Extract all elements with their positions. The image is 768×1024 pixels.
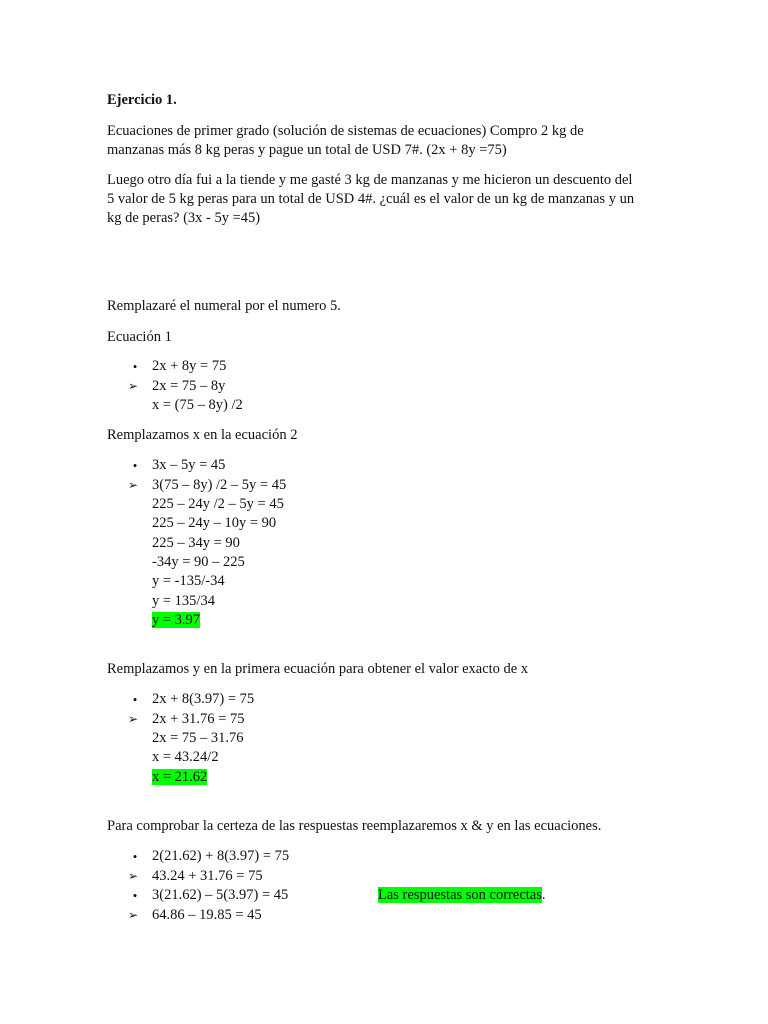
- problem-paragraph-1-line-1: Ecuaciones de primer grado (solución de sistemas de ecuaciones) Compro 2 kg de: [107, 123, 584, 139]
- equation-line: 225 – 34y = 90: [152, 535, 240, 551]
- problem-paragraph-1-line-2: manzanas más 8 kg peras y pague un total de USD 7#. (2x + 8y =75): [107, 142, 507, 158]
- arrow-bullet-icon: ➢: [128, 869, 139, 883]
- y-result-highlight: y = 3.97: [152, 612, 201, 628]
- check-heading: Para comprobar la certeza de las respuestas reemplazaremos x & y en las ecuaciones.: [107, 818, 602, 834]
- x-result-highlight: x = 21.62: [152, 769, 208, 785]
- equation-line: 2x + 8(3.97) = 75: [152, 691, 255, 707]
- x-result: [152, 768, 207, 788]
- equation-line: -34y = 90 – 225: [152, 554, 245, 570]
- check-line: 3(21.62) – 5(3.97) = 45: [152, 887, 289, 903]
- equation-line: x = 43.24/2: [152, 749, 219, 765]
- check-line: 43.24 + 31.76 = 75: [152, 868, 263, 884]
- arrow-bullet-icon: ➢: [128, 478, 139, 492]
- equation-line: 3x – 5y = 45: [152, 457, 226, 473]
- bullet-icon: •: [132, 458, 138, 473]
- equation-line: y = -135/-34: [152, 573, 225, 589]
- problem-paragraph-2-line-1: Luego otro día fui a la tiende y me gasté 3 kg de manzanas y me hicieron un descuento del: [107, 172, 633, 188]
- equation-3-heading: Remplazamos y en la primera ecuación para obtener el valor exacto de x: [107, 661, 529, 677]
- bullet-icon: •: [132, 692, 138, 707]
- equation-line: 2x + 8y = 75: [152, 358, 227, 374]
- equation-line: y = 135/34: [152, 593, 215, 609]
- equation-line: 3(75 – 8y) /2 – 5y = 45: [152, 477, 287, 493]
- bullet-icon: •: [132, 849, 138, 864]
- check-line: 2(21.62) + 8(3.97) = 75: [152, 848, 290, 864]
- equation-line: 2x = 75 – 31.76: [152, 730, 244, 746]
- bullet-icon: •: [132, 359, 138, 374]
- equation-line: x = (75 – 8y) /2: [152, 397, 243, 413]
- conclusion-highlight: Las respuestas son correctas: [378, 887, 542, 903]
- equation-2-heading: Remplazamos x en la ecuación 2: [107, 427, 298, 443]
- equation-line: 225 – 24y /2 – 5y = 45: [152, 496, 284, 512]
- arrow-bullet-icon: ➢: [128, 908, 139, 922]
- equation-line: 225 – 24y – 10y = 90: [152, 515, 277, 531]
- check-line: 64.86 – 19.85 = 45: [152, 907, 262, 923]
- bullet-icon: •: [132, 888, 138, 903]
- conclusion-period: .: [541, 887, 546, 903]
- equation-line: 2x = 75 – 8y: [152, 378, 226, 394]
- exercise-title: Ejercicio 1.: [107, 92, 177, 108]
- arrow-bullet-icon: ➢: [128, 379, 139, 393]
- equation-line: 2x + 31.76 = 75: [152, 711, 245, 727]
- problem-paragraph-2-line-2: 5 valor de 5 kg peras para un total de USD 4#. ¿cuál es el valor de un kg de manzanas y un: [107, 191, 635, 207]
- equation-1-heading: Ecuación 1: [107, 329, 172, 345]
- conclusion: [378, 886, 546, 906]
- y-result: [152, 611, 200, 631]
- arrow-bullet-icon: ➢: [128, 712, 139, 726]
- intro-line: Remplazaré el numeral por el numero 5.: [107, 298, 341, 314]
- problem-paragraph-2-line-3: kg de peras? (3x - 5y =45): [107, 210, 261, 226]
